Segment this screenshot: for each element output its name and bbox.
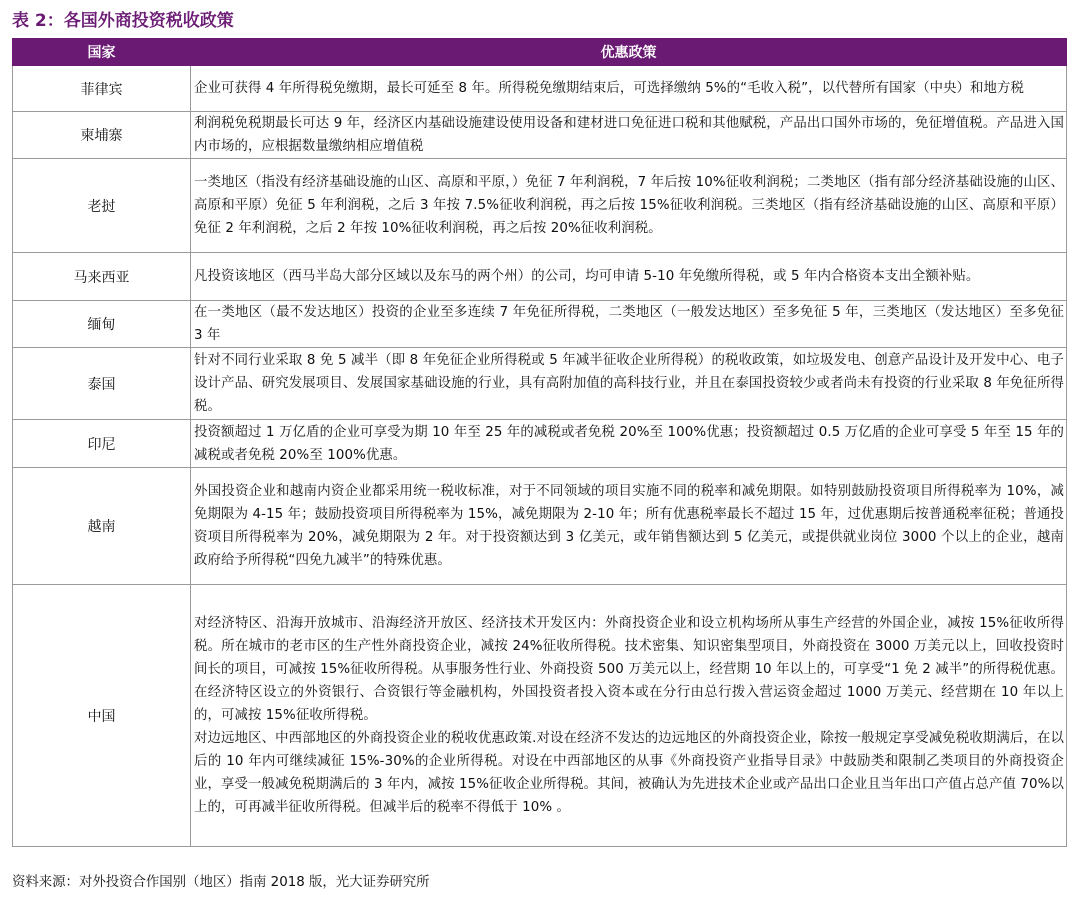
policy-text: 在一类地区（最不发达地区）投资的企业至多连续 7 年免征所得税，二类地区（一般发达地区）至多免征 5 年，三类地区（发达地区）至多免征 3 年	[194, 305, 1064, 343]
policy-cell	[191, 468, 1067, 585]
policy-text: 凡投资该地区（西马半岛大部分区域以及东马的两个州）的公司，均可申请 5-10 年免缴所得税，或 5 年内合格资本支出全额补贴。	[194, 269, 980, 284]
table-row	[13, 468, 1067, 585]
country-cell: 印尼	[13, 420, 191, 468]
policy-cell	[191, 159, 1067, 253]
policy-text: 针对不同行业采取 8 免 5 减半（即 8 年免征企业所得税或 5 年减半征收企业所得税）的税收政策，如垃圾发电、创意产品设计及开发中心、电子设计产品、研究发展项目、发展国家基础设施的行业，具有高附加值的高科技行业，并且在泰国投资较少或者尚未有投资的行业采取 8 年免征所得税。	[194, 353, 1064, 414]
tax-policy-table	[12, 38, 1067, 847]
country-cell: 老挝	[13, 159, 191, 253]
policy-cell	[191, 420, 1067, 468]
country-cell: 柬埔寨	[13, 112, 191, 159]
country-cell: 中国	[13, 585, 191, 847]
table-row	[13, 112, 1067, 159]
table-row	[13, 66, 1067, 112]
table-title: 表 2：各国外商投资税收政策	[12, 11, 234, 31]
policy-text: 一类地区（指没有经济基础设施的山区、高原和平原，）免征 7 年利润税，7 年后按 10%征收利润税；二类地区（指有部分经济基础设施的山区、高原和平原）免征 5 年利润税，之后 3 年按 7.5%征收利润税，再之后按 15%征收利润税。三类地区（指有经济基础设施的山区、高原和平原）免征 2 年利润税，之后 2 年按 10%征收利润税，再之后按 20%征收利润税。	[194, 175, 1064, 236]
policy-text: 企业可获得 4 年所得税免缴期，最长可延至 8 年。所得税免缴期结束后，可选择缴纳 5%的“毛收入税”，以代替所有国家（中央）和地方税	[194, 81, 1025, 96]
policy-cell	[191, 66, 1067, 112]
policy-text: 外国投资企业和越南内资企业都采用统一税收标准，对于不同领域的项目实施不同的税率和减免期限。如特别鼓励投资项目所得税率为 10%，减免期限为 4-15 年；鼓励投资项目所得税率为 15%，减免期限为 2-10 年；所有优惠税率最长不超过 15 年，过优惠期后按普通税率征税；普通投资项目所得税率为 20%，减免期限为 2 年。对于投资额达到 3 亿美元，或年销售额达到 5 亿美元，或提供就业岗位 3000 个以上的企业，越南政府给予所得税“四免九减半”的特殊优惠。	[194, 484, 1064, 568]
policy-text: 投资额超过 1 万亿盾的企业可享受为期 10 年至 25 年的减税或者免税 20%至 100%优惠；投资额超过 0.5 万亿盾的企业可享受 5 年至 15 年的减税或者免税 20%至 100%优惠。	[194, 424, 1064, 463]
source-note: 资料来源：对外投资合作国别（地区）指南 2018 版，光大证券研究所	[12, 875, 430, 890]
country-cell: 缅甸	[13, 301, 191, 348]
header-policy: 优惠政策	[191, 39, 1067, 66]
policy-text: 利润税免税期最长可达 9 年，经济区内基础设施建设使用设备和建材进口免征进口税和其他赋税，产品出口国外市场的，免征增值税。产品进入国内市场的，应根据数量缴纳相应增值税	[194, 116, 1064, 154]
policy-text: 对经济特区、沿海开放城市、沿海经济开放区、经济技术开发区内：外商投资企业和设立机构场所从事生产经营的外国企业，减按 15%征收所得税。所在城市的老市区的生产性外商投资企业，减按 24%征收所得税。技术密集、知识密集型项目，外商投资在 3000 万美元以上，回收投资时间长的项目，可减按 15%征收所得税。从事服务性行业、外商投资 500 万美元以上，经营期 10 年以上的，可享受“1 免 2 减半”的所得税优惠。在经济特区设立的外资银行、合资银行等金融机构，外国投资者投入资本或在分行由总行拨入营运资金超过 1000 万美元、经营期在 10 年以上的，可减按 15%征收所得税。	[194, 616, 1064, 723]
policy-text: 对边远地区、中西部地区的外商投资企业的税收优惠政策.对设在经济不发达的边远地区的外商投资企业，除按一般规定享受减免税收期满后，在以后的 10 年内可继续减征 15%-30%的企业所得税。对设在中西部地区的从事《外商投资产业指导目录》中鼓励类和限制乙类项目的外商投资企业，享受一般减免税期满后的 3 年内，减按 15%征收企业所得税。其间，被确认为先进技术企业或产品出口企业且当年出口产值占总产值 70%以上的，可再减半征收所得税。但减半后的税率不得低于 10% 。	[194, 731, 1064, 815]
header-country: 国家	[13, 39, 191, 66]
policy-cell	[191, 112, 1067, 159]
table-row	[13, 585, 1067, 847]
table-header-row	[13, 39, 1067, 66]
policy-cell	[191, 253, 1067, 301]
table-row	[13, 348, 1067, 420]
table-row	[13, 420, 1067, 468]
table-row	[13, 301, 1067, 348]
policy-cell	[191, 301, 1067, 348]
country-cell: 马来西亚	[13, 253, 191, 301]
policy-cell	[191, 585, 1067, 847]
country-cell: 菲律宾	[13, 66, 191, 112]
table-row	[13, 253, 1067, 301]
policy-cell	[191, 348, 1067, 420]
table-row	[13, 159, 1067, 253]
country-cell: 泰国	[13, 348, 191, 420]
country-cell: 越南	[13, 468, 191, 585]
